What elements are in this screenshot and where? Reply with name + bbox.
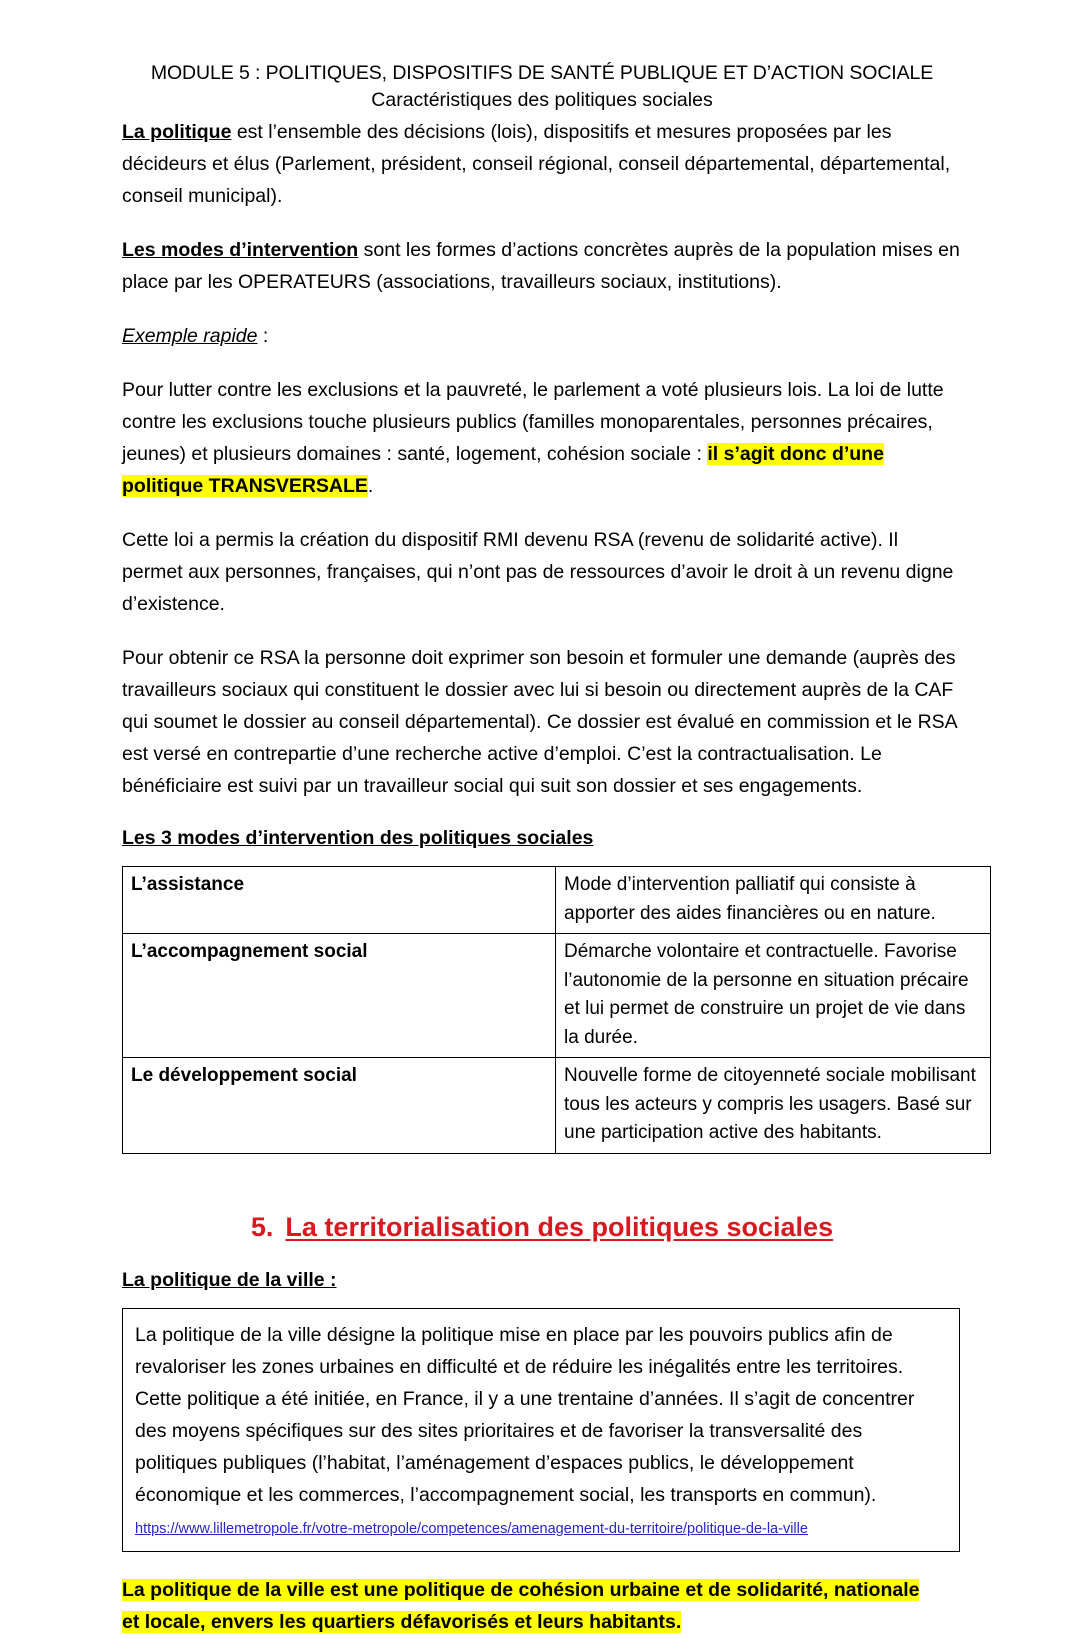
paragraph-rmi-rsa: Cette loi a permis la création du dispositif RMI devenu RSA (revenu de solidarité active). Il permet aux personnes, françaises, qui n’ont pas de ressources d’avoir le droit à un revenu digne d’existence. (122, 529, 954, 615)
document-title: MODULE 5 : POLITIQUES, DISPOSITIFS DE SANTÉ PUBLIQUE ET D’ACTION SOCIALE (150, 62, 934, 84)
document-subtitle: Caractéristiques des politiques sociales (371, 89, 713, 111)
table-cell-mode: L’accompagnement social (123, 934, 556, 1058)
table-cell-definition: Démarche volontaire et contractuelle. Favorise l’autonomie de la personne en situation précaire et lui permet de construire un projet de vie dans la durée. (556, 934, 991, 1058)
term-modes-intervention: Les modes d’intervention (122, 239, 359, 261)
final-highlight-text: La politique de la ville est une politique de cohésion urbaine et de solidarité, nationale et locale, envers les quartiers défavorisés et leurs habitants. (122, 1578, 920, 1633)
politique-ville-info-box (122, 1308, 960, 1552)
table-row (123, 867, 991, 934)
exemple-rapide-colon: : (257, 325, 269, 347)
info-box-text: La politique de la ville désigne la politique mise en place par les pouvoirs publics afin de revaloriser les zones urbaines en difficulté et de réduire les inégalités entre les territoires. Cette politique a été initiée, en France, il y a une trentaine d’années. Il s’agit de concentrer des moyens spécifiques sur des sites prioritaires et de favoriser la transversalité des politiques publiques (l’habitat, l’aménagement d’espaces publics, le développement économique et les commerces, l’accompagnement social, les transports en commun). (135, 1323, 915, 1506)
modes-section-heading: Les 3 modes d’intervention des politiques sociales (122, 827, 594, 849)
politique-ville-subheading: La politique de la ville : (122, 1268, 337, 1291)
paragraph-modes-intervention (122, 234, 962, 298)
paragraph-lutte-exclusions (122, 374, 962, 502)
paragraph-modes-intervention-text: sont les formes d’actions concrètes auprès de la population mises en place par les OPERATEURS (associations, travailleurs sociaux, institutions). (122, 239, 960, 293)
table-cell-definition: Mode d’intervention palliatif qui consiste à apporter des aides financières ou en nature. (556, 867, 991, 934)
paragraph-lutte-exclusions-text: Pour lutter contre les exclusions et la pauvreté, le parlement a voté plusieurs lois. La loi de lutte contre les exclusions touche plusieurs publics (familles monoparentales, personnes précaires, jeunes) et plusieurs domaines : santé, logement, cohésion sociale : (122, 379, 944, 465)
document-content (122, 60, 976, 1638)
highlight-transversale: il s’agit donc d’une politique TRANSVERSALE (122, 443, 884, 497)
paragraph-obtenir-rsa: Pour obtenir ce RSA la personne doit exprimer son besoin et formuler une demande (auprès des travailleurs sociaux qui constituent le dossier avec lui si besoin ou directement auprès de la CAF qui soumet le dossier au conseil départemental). Ce dossier est évalué en commission et le RSA est versé en contrepartie d’une recherche active d’emploi. C’est la contractualisation. Le bénéficiaire est suivi par un travailleur social qui suit son dossier et ses engagements. (122, 647, 957, 797)
term-la-politique: La politique (122, 121, 232, 143)
table-row (123, 1058, 991, 1154)
modes-heading-wrap (122, 824, 962, 866)
table-cell-definition: Nouvelle forme de citoyenneté sociale mobilisant tous les acteurs y compris les usagers. Basé sur une participation active des habitants. (556, 1058, 991, 1154)
paragraph-exemple-rapide (122, 320, 962, 352)
section-number: 5. (250, 1211, 274, 1242)
table-cell-mode: Le développement social (123, 1058, 556, 1154)
term-exemple-rapide: Exemple rapide (122, 325, 258, 347)
modes-table (122, 866, 991, 1154)
territorialisation-heading-wrap (122, 1210, 962, 1244)
table-row (123, 934, 991, 1058)
final-highlight-paragraph (122, 1574, 942, 1638)
politique-ville-heading-wrap (122, 1266, 962, 1308)
source-link[interactable]: https://www.lillemetropole.fr/votre-metropole/competences/amenagement-du-territoire/politique-de-la-ville (135, 1520, 808, 1537)
table-cell-mode: L’assistance (123, 867, 556, 934)
source-link-spacer (876, 1484, 936, 1506)
paragraph-la-politique (122, 116, 962, 212)
paragraph-lutte-exclusions-end: . (367, 475, 374, 497)
section-title: La territorialisation des politiques sociales (285, 1211, 834, 1242)
territorialisation-heading (251, 1210, 833, 1244)
paragraph-la-politique-text: est l’ensemble des décisions (lois), dispositifs et mesures proposées par les décideurs et élus (Parlement, président, conseil régional, conseil départemental, départemental, conseil municipal). (122, 121, 951, 207)
